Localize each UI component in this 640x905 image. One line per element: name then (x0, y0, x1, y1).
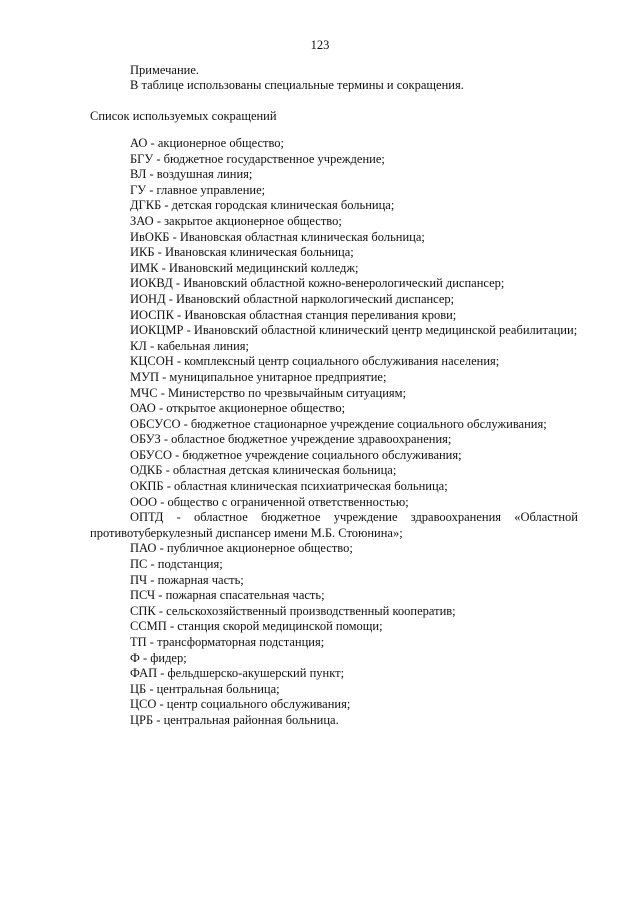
abbreviation-item: КЦСОН - комплексный центр социального обслуживания населения; (130, 354, 500, 369)
abbreviation-item: ЦСО - центр социального обслуживания; (130, 697, 351, 712)
abbreviation-item: ССМП - станция скорой медицинской помощи; (130, 619, 383, 634)
abbreviation-item: Ф - фидер; (130, 650, 187, 665)
abbreviation-item: ИОКВД - Ивановский областной кожно-венерологический диспансер; (130, 276, 505, 291)
abbreviation-item: ЗАО - закрытое акционерное общество; (130, 213, 342, 228)
abbreviation-item: ОДКБ - областная детская клиническая больница; (130, 463, 397, 478)
abbreviation-item: ИОСПК - Ивановская областная станция переливания крови; (130, 307, 457, 322)
list-heading: Список используемых сокращений (90, 109, 277, 123)
abbreviation-item: ИКБ - Ивановская клиническая больница; (130, 245, 354, 260)
abbreviation-item: КЛ - кабельная линия; (130, 338, 249, 353)
abbreviation-list (0, 136, 640, 729)
abbreviation-item: АО - акционерное общество; (130, 136, 284, 150)
abbreviation-item: ВЛ - воздушная линия; (130, 167, 253, 182)
abbreviation-item: ИОНД - Ивановский областной наркологический диспансер; (130, 291, 455, 306)
abbreviation-item: ГУ - главное управление; (130, 182, 266, 197)
abbreviation-item: ПЧ - пожарная часть; (130, 572, 244, 587)
abbreviation-item: ПСЧ - пожарная спасательная часть; (130, 588, 325, 603)
abbreviation-item: ООО - общество с ограниченной ответственностью; (130, 494, 409, 509)
abbreviation-item: БГУ - бюджетное государственное учреждение; (130, 151, 385, 166)
page-number: 123 (310, 38, 330, 52)
abbreviation-item: СПК - сельскохозяйственный производственный кооператив; (130, 603, 456, 618)
abbreviation-item: ЦБ - центральная больница; (130, 681, 280, 696)
abbreviation-item: ОБУЗ - областное бюджетное учреждение здравоохранения; (130, 432, 452, 447)
abbreviation-item: МЧС - Министерство по чрезвычайным ситуациям; (130, 385, 407, 400)
abbreviation-item: ДГКБ - детская городская клиническая больница; (130, 198, 395, 213)
abbreviation-item: ЦРБ - центральная районная больница. (130, 712, 339, 727)
abbreviation-item: ИМК - Ивановский медицинский колледж; (130, 260, 359, 275)
note-text: В таблице использованы специальные термины и сокращения. (130, 78, 464, 92)
abbreviation-item: ОКПБ - областная клиническая психиатрическая больница; (130, 479, 448, 494)
abbreviation-item: ОПТД - областное бюджетное учреждение здравоохранения «Областной противотуберкулезный диспансер имени М.Б. Стоюнина»; (90, 510, 578, 540)
abbreviation-item: МУП - муниципальное унитарное предприятие; (130, 369, 387, 384)
abbreviation-item: ОАО - открытое акционерное общество; (130, 401, 346, 416)
abbreviation-item: ИОКЦМР - Ивановский областной клинический центр медицинской реабилитации; (130, 323, 578, 338)
abbreviation-item: ПС - подстанция; (130, 557, 223, 572)
abbreviation-item: ФАП - фельдшерско-акушерский пункт; (130, 666, 345, 681)
note-title: Примечание. (130, 63, 200, 77)
abbreviation-item: ИвОКБ - Ивановская областная клиническая больница; (130, 229, 425, 244)
abbreviation-item: ОБУСО - бюджетное учреждение социального обслуживания; (130, 447, 462, 462)
abbreviation-item: ТП - трансформаторная подстанция; (130, 635, 325, 649)
abbreviation-item: ОБСУСО - бюджетное стационарное учреждение социального обслуживания; (130, 416, 547, 431)
abbreviation-item: ПАО - публичное акционерное общество; (130, 541, 353, 556)
